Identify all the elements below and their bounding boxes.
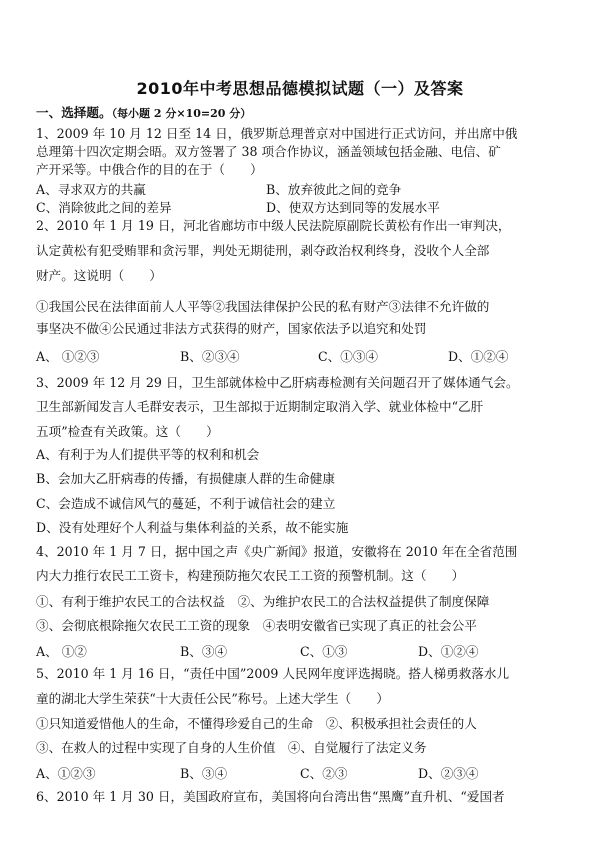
- q4-line: ③、会彻底根除拖欠农民工工资的现象 ④表明安徽省已实现了真正的社会公平: [36, 618, 477, 633]
- q4-line: 4、2010 年 1 月 7 日，据中国之声《央广新闻》报道，安徽将在 2010 年在全省范围: [36, 544, 518, 559]
- q4-option-c: C、①③: [300, 644, 348, 659]
- q2-line: 事坚决不做④公民通过非法方式获得的财产，国家依法予以追究和处罚: [36, 321, 427, 336]
- q2-option-b: B、②③④: [180, 349, 240, 364]
- q6-line: 6、2010 年 1 月 30 日，美国政府宣布，美国将向台湾出售“黑鹰”直升机、“爱国者: [36, 789, 505, 804]
- section-heading: [36, 104, 576, 123]
- q5-line: 5、2010 年 1 月 16 日，“责任中国”2009 人民网年度评选揭晓。搭人梯勇救落水儿: [36, 666, 510, 681]
- section-label: 一、选择题。: [36, 105, 112, 120]
- q2-line: 财产。这说明（ ）: [36, 268, 162, 283]
- q4-option-b: B、③④: [180, 644, 228, 659]
- q2-line: 认定黄松有犯受贿罪和贪污罪，判处无期徒刑，剥夺政治权利终身，没收个人全部: [36, 243, 490, 258]
- q1-option-b: B、放弃彼此之间的竞争: [266, 182, 402, 197]
- q2-line: 2、2010 年 1 月 19 日，河北省廊坊市中级人民法院原副院长黄松有作出一审判决，: [36, 218, 511, 233]
- q3-line: 3、2009 年 12 月 29 日，卫生部就体检中乙肝病毒检测有关问题召开了媒体通气会。: [36, 375, 519, 390]
- q1-line: 1、2009 年 10 月 12 日至 14 日，俄罗斯总理普京对中国进行正式访问，并出席中俄: [36, 126, 518, 141]
- q4-option-d: D、①②④: [418, 644, 479, 659]
- q3-line: 卫生部新闻发言人毛群安表示，卫生部拟于近期制定取消入学、就业体检中“乙肝: [36, 399, 484, 414]
- q1-option-a: A、寻求双方的共赢: [36, 182, 146, 197]
- page-title: 2010年中考思想品德模拟试题（一）及答案: [136, 79, 464, 98]
- q4-line: 内大力推行农民工工资卡，构建预防拖欠农民工工资的预警机制。这（ ）: [36, 568, 465, 583]
- q5-option-a: A、①②③: [36, 766, 96, 781]
- q5-option-d: D、②③④: [418, 766, 479, 781]
- q2-line: ①我国公民在法律面前人人平等②我国法律保护公民的私有财产③法律不允许做的: [36, 299, 490, 314]
- section-note: （每小题 2 分×10=20 分）: [111, 107, 252, 120]
- q1-line: 产开采等。中俄合作的目的在于（ ）: [36, 162, 263, 177]
- q1-line: 总理第十四次定期会晤。双方签署了 38 项合作协议，涵盖领域包括金融、电信、矿: [36, 144, 501, 159]
- q4-line: ①、有利于维护农民工的合法权益 ②、为维护农民工的合法权益提供了制度保障: [36, 594, 490, 609]
- q5-line: ①只知道爱惜他人的生命，不懂得珍爱自己的生命 ②、积极承担社会责任的人: [36, 716, 477, 731]
- q2-option-c: C、①③④: [318, 349, 379, 364]
- q3-option-d: D、没有处理好个人利益与集体利益的关系，故不能实施: [36, 520, 349, 535]
- q3-option-a: A、有利于为人们提供平等的权利和机会: [36, 447, 260, 462]
- q1-option-d: D、使双方达到同等的发展水平: [266, 200, 440, 215]
- q2-option-d: D、①②④: [448, 349, 509, 364]
- q4-option-a: A、 ①②: [36, 644, 87, 659]
- q3-option-b: B、会加大乙肝病毒的传播，有损健康人群的生命健康: [36, 471, 335, 486]
- q5-option-c: C、②③: [300, 766, 348, 781]
- q5-option-b: B、③④: [180, 766, 228, 781]
- q3-option-c: C、会造成不诚信风气的蔓延，不利于诚信社会的建立: [36, 496, 336, 511]
- q1-option-c: C、消除彼此之间的差异: [36, 200, 172, 215]
- q5-line: ③、在救人的过程中实现了自身的人生价值 ④、自觉履行了法定义务: [36, 740, 427, 755]
- q5-line: 童的湖北大学生荣获“十大责任公民”称号。上述大学生（ ）: [36, 691, 389, 706]
- q2-option-a: A、 ①②③: [36, 349, 100, 364]
- q3-line: 五项”检查有关政策。这（ ）: [36, 424, 219, 439]
